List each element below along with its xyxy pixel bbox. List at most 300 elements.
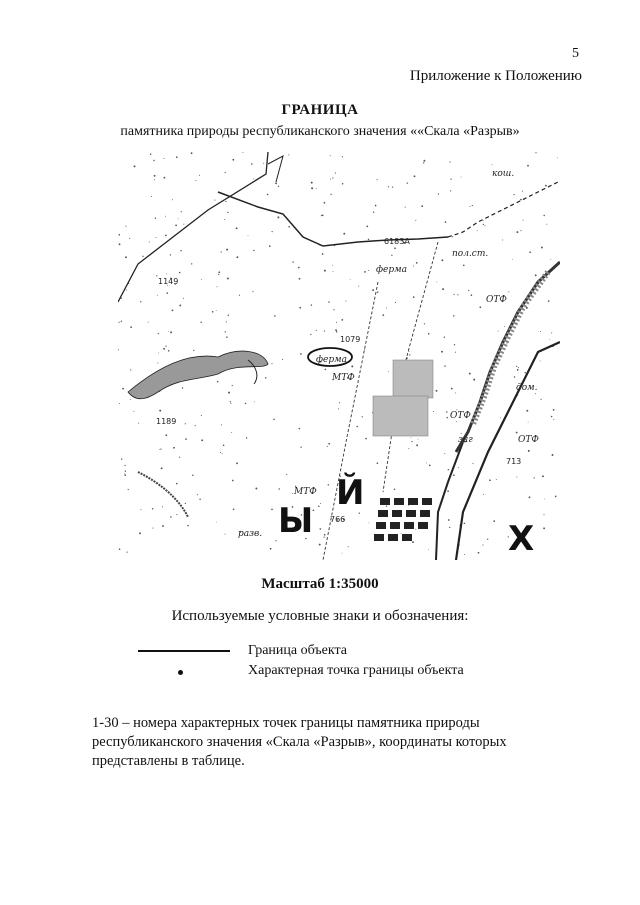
map-texture-dot [506, 343, 507, 344]
map-texture-dot [343, 233, 345, 235]
map-texture-dot [412, 541, 414, 543]
map-texture-dot [154, 179, 155, 180]
map-label: заг [458, 435, 473, 445]
map-texture-dot [551, 416, 553, 418]
map-texture-dot [548, 300, 550, 302]
map-texture-dot [124, 474, 126, 476]
map-texture-dot [453, 294, 454, 295]
map-texture-dot [448, 519, 450, 521]
map-texture-dot [332, 265, 333, 266]
map-texture-dot [185, 503, 186, 504]
map-road [448, 182, 558, 237]
map-texture-dot [183, 298, 184, 299]
map-label: 1079 [340, 335, 361, 344]
map-label: МТФ [294, 487, 317, 497]
map-texture-dot [534, 477, 535, 478]
map-texture-dot [417, 439, 418, 440]
map-texture-dot [528, 422, 529, 423]
map-texture-dot [452, 236, 453, 237]
map-texture-dot [299, 278, 301, 280]
footnote: 1-30 – номера характерных точек границы памятника природы республиканского значения «Скала «Разрыв», координаты которых представлены в таблице. [92, 715, 507, 769]
map-texture-dot [472, 205, 473, 206]
map-texture-dot [324, 202, 326, 204]
map-texture-dot [386, 506, 387, 507]
map-texture-dot [342, 553, 343, 554]
map-texture-dot [222, 453, 223, 454]
map-texture-dot [228, 314, 229, 315]
map-texture-dot [372, 289, 374, 291]
map-texture-dot [520, 230, 521, 231]
map-texture-dot [332, 177, 333, 178]
map-texture-dot [394, 247, 396, 249]
map-texture-dot [125, 226, 126, 227]
map-texture-dot [226, 321, 227, 322]
map-texture-dot [453, 315, 454, 316]
map-texture-dot [408, 448, 409, 449]
map-texture-dot [428, 333, 430, 335]
map-texture-dot [230, 401, 231, 402]
map-texture-dot [172, 310, 174, 312]
map-texture-dot [436, 281, 437, 282]
map-texture-dot [191, 263, 192, 264]
map-texture-dot [271, 363, 272, 364]
legend-point-label: Характерная точка границы объекта [248, 663, 464, 678]
map-texture-dot [429, 465, 431, 467]
map-texture-dot [551, 332, 552, 333]
map-texture-dot [386, 308, 387, 309]
map-texture-dot [225, 331, 226, 332]
map-label: ОТФ [518, 435, 539, 445]
map-texture-dot [322, 214, 324, 216]
map-texture-dot [175, 225, 177, 227]
map-texture-dot [394, 489, 396, 491]
legend-boundary-label: Граница объекта [248, 643, 347, 658]
map-texture-dot [182, 387, 183, 388]
map-texture-dot [410, 438, 411, 439]
map-texture-dot [122, 388, 124, 390]
map-texture-dot [516, 231, 518, 233]
map-texture-dot [201, 439, 203, 441]
map-texture-dot [342, 156, 343, 157]
map-texture-dot [138, 423, 139, 424]
map-texture-dot [225, 534, 226, 535]
map-texture-dot [161, 467, 163, 469]
map-texture-dot [183, 224, 184, 225]
map-texture-dot [232, 480, 234, 482]
map-texture-dot [446, 417, 447, 418]
map-texture-dot [342, 183, 344, 185]
map-texture-dot [221, 251, 222, 252]
map-texture-dot [239, 295, 240, 296]
map-texture-dot [368, 522, 369, 523]
map-texture-dot [500, 417, 501, 418]
map-texture-dot [151, 196, 152, 197]
map-texture-dot [273, 418, 275, 420]
map-texture-dot [195, 425, 196, 426]
map-texture-dot [444, 336, 445, 337]
map-texture-dot [324, 330, 325, 331]
legend-boundary-line [138, 650, 230, 652]
map-label: 713 [506, 457, 522, 466]
map-texture-dot [366, 226, 368, 228]
map-texture-dot [292, 493, 293, 494]
map-texture-dot [325, 369, 327, 371]
map-texture-dot [543, 514, 544, 515]
map-texture-dot [416, 444, 418, 446]
map-texture-dot [140, 509, 141, 510]
map-texture-dot [448, 469, 449, 470]
map-texture-dot [423, 162, 424, 163]
map-label: пол.ст. [452, 249, 489, 259]
map-texture-dot [121, 321, 122, 322]
map-label: кош. [492, 169, 515, 179]
map-texture-dot [158, 352, 159, 353]
map-texture-dot [549, 339, 550, 340]
map-texture-dot [170, 254, 171, 255]
map-texture-dot [322, 253, 324, 255]
map-texture-dot [119, 234, 121, 236]
map-texture-dot [195, 180, 196, 181]
map-texture-dot [468, 290, 469, 291]
map-texture-dot [424, 323, 425, 324]
map-texture-dot [121, 458, 122, 459]
map-texture-dot [278, 186, 279, 187]
map-texture-dot [368, 270, 369, 271]
map-texture-dot [216, 310, 217, 311]
map-label: МТФ [332, 373, 355, 383]
map-texture-dot [373, 212, 374, 213]
map-texture-dot [187, 525, 189, 527]
map-label: Й [336, 473, 365, 513]
map-texture-dot [502, 240, 503, 241]
map-texture-dot [413, 296, 415, 298]
map-texture-dot [149, 242, 150, 243]
map-texture-dot [221, 424, 222, 425]
map-texture-dot [543, 527, 545, 529]
map-label: ОТФ [486, 295, 507, 305]
map-texture-dot [179, 457, 180, 458]
map-texture-dot [269, 245, 271, 247]
map-texture-dot [446, 411, 447, 412]
map-texture-dot [411, 441, 412, 442]
map-texture-dot [324, 537, 325, 538]
map-texture-dot [516, 366, 517, 367]
map-texture-dot [438, 193, 439, 194]
map-river [473, 272, 548, 424]
map-texture-dot [218, 271, 220, 273]
map-texture-dot [165, 434, 167, 436]
map-texture-dot [170, 331, 172, 333]
map-texture-dot [391, 255, 392, 256]
map-texture-dot [129, 238, 130, 239]
map-texture-dot [529, 251, 531, 253]
map-river [456, 262, 560, 452]
map-texture-dot [545, 185, 547, 187]
map-texture-dot [127, 552, 128, 553]
map-texture-dot [392, 186, 393, 187]
map-texture-dot [193, 350, 194, 351]
map-texture-dot [327, 446, 328, 447]
map-texture-dot [319, 544, 321, 546]
map-texture-dot [330, 155, 331, 156]
map-texture-dot [224, 219, 225, 220]
map-texture-dot [512, 259, 513, 260]
map-texture-dot [409, 354, 410, 355]
map-texture-dot [311, 187, 313, 189]
map-texture-dot [413, 266, 414, 267]
map-texture-dot [557, 157, 558, 158]
map-label: Х [508, 519, 535, 559]
map-texture-dot [472, 463, 473, 464]
map-texture-dot [252, 291, 253, 292]
map-texture-dot [455, 352, 456, 353]
map-texture-dot [470, 206, 471, 207]
map-road [268, 156, 283, 182]
map-texture-dot [197, 494, 198, 495]
map-texture-dot [441, 351, 443, 353]
map-texture-dot [388, 371, 389, 372]
map-texture-dot [401, 533, 402, 534]
map-scale: Масштаб 1:35000 [261, 576, 379, 592]
map-texture-dot [236, 462, 238, 464]
map-texture-dot [464, 554, 465, 555]
document-title: ГРАНИЦА [281, 102, 359, 118]
map-texture-dot [471, 294, 473, 296]
map-texture-dot [153, 160, 154, 161]
map-texture-dot [176, 514, 177, 515]
map-texture-dot [139, 532, 141, 534]
map-texture-dot [130, 326, 132, 328]
map-texture-dot [274, 315, 276, 317]
map-texture-dot [328, 484, 329, 485]
map-texture-dot [328, 443, 330, 445]
map-label: Ы [278, 501, 314, 541]
map-texture-dot [540, 360, 541, 361]
map-texture-dot [299, 307, 301, 309]
map-texture-dot [520, 199, 522, 201]
map-texture-dot [555, 496, 557, 498]
map-texture-dot [415, 529, 416, 530]
map-texture-dot [485, 225, 486, 226]
map-texture-dot [350, 279, 351, 280]
map-texture-dot [168, 350, 170, 352]
map-texture-dot [320, 503, 321, 504]
map-texture-dot [433, 411, 434, 412]
map-texture-dot [230, 403, 231, 404]
map-texture-dot [541, 247, 543, 249]
map-texture-dot [125, 471, 126, 472]
map-texture-dot [414, 175, 416, 177]
map-texture-dot [248, 235, 249, 236]
map-texture-dot [477, 230, 478, 231]
map-texture-dot [358, 286, 359, 287]
map-texture-dot [336, 322, 337, 323]
map-texture-dot [275, 182, 277, 184]
map-texture-dot [227, 278, 229, 280]
map-texture-dot [279, 488, 280, 489]
map-texture-dot [176, 156, 178, 158]
map-texture-dot [217, 286, 218, 287]
map-texture-dot [162, 506, 163, 507]
map-label: 6183А [384, 237, 410, 246]
map-texture-dot [251, 163, 253, 165]
map-texture-dot [185, 438, 187, 440]
map-texture-dot [164, 177, 166, 179]
map-texture-dot [166, 292, 168, 294]
map-texture-dot [299, 428, 301, 430]
map-texture-dot [453, 474, 455, 476]
map-texture-dot [348, 546, 349, 547]
map-texture-dot [128, 489, 129, 490]
map-texture-dot [527, 165, 529, 167]
map-texture-dot [524, 372, 525, 373]
map-texture-dot [552, 454, 554, 456]
map-texture-dot [226, 249, 228, 251]
map-texture-dot [483, 494, 484, 495]
map-texture-dot [165, 216, 166, 217]
map-texture-dot [300, 447, 301, 448]
map-texture-dot [288, 154, 289, 155]
map-texture-dot [152, 508, 154, 510]
map-texture-dot [407, 182, 408, 183]
map-texture-dot [125, 256, 127, 258]
map-texture-dot [173, 447, 175, 449]
map-texture-dot [157, 362, 158, 363]
map-texture-dot [382, 314, 384, 316]
map-texture-dot [134, 165, 136, 167]
map-texture-dot [341, 319, 343, 321]
map-texture-dot [335, 329, 337, 331]
map-texture-dot [482, 545, 483, 546]
map-texture-dot [491, 164, 492, 165]
map-texture-dot [154, 175, 156, 177]
map-texture-dot [201, 279, 202, 280]
map-texture-dot [217, 381, 219, 383]
map-texture-dot [225, 172, 226, 173]
map-texture-dot [518, 367, 519, 368]
map-texture-dot [133, 411, 134, 412]
map-texture-dot [267, 194, 269, 196]
map-label: дом. [516, 383, 538, 393]
map-texture-dot [265, 377, 266, 378]
map-texture-dot [159, 449, 160, 450]
map-texture-dot [456, 421, 457, 422]
map-texture-dot [178, 218, 179, 219]
map-texture-dot [192, 474, 193, 475]
legend-point-dot [178, 670, 183, 675]
map-texture-dot [365, 438, 367, 440]
map-texture-dot [218, 274, 219, 275]
map-texture-dot [300, 353, 302, 355]
map-texture-dot [168, 331, 169, 332]
map-texture-dot [463, 265, 465, 267]
map-texture-dot [504, 326, 505, 327]
map-texture-dot [483, 220, 484, 221]
map-texture-dot [516, 432, 518, 434]
map-texture-dot [375, 205, 377, 207]
map-texture-dot [377, 462, 379, 464]
map-texture-dot [166, 273, 167, 274]
map-texture-dot [298, 267, 300, 269]
map-texture-dot [542, 475, 544, 477]
map-texture-dot [191, 152, 193, 154]
map-texture-dot [292, 261, 294, 263]
map-texture-dot [155, 237, 156, 238]
map-texture-dot [316, 330, 317, 331]
map-texture-dot [200, 321, 201, 322]
map-texture-dot [324, 270, 326, 272]
map-texture-dot [339, 402, 340, 403]
map-texture-dot [508, 291, 509, 292]
map-texture-dot [479, 306, 481, 308]
map-texture-dot [263, 163, 264, 164]
map-texture-dot [180, 250, 181, 251]
map-texture-dot [233, 508, 235, 510]
map-texture-dot [119, 322, 120, 323]
map-texture-dot [119, 548, 121, 550]
map-texture-dot [119, 243, 121, 245]
map-texture-dot [223, 445, 225, 447]
map-texture-dot [444, 365, 445, 366]
map-label: 1149 [158, 277, 179, 286]
map-texture-dot [449, 527, 450, 528]
map-texture-dot [336, 331, 337, 332]
map-texture-dot [277, 216, 279, 218]
map-texture-dot [444, 453, 445, 454]
map-label: 1189 [156, 417, 177, 426]
map-texture-dot [517, 369, 519, 371]
map-field [373, 396, 428, 436]
map-texture-dot [498, 331, 499, 332]
map-texture-dot [236, 256, 238, 258]
map-texture-dot [118, 349, 119, 350]
map-texture-dot [408, 351, 409, 352]
map-texture-dot [232, 159, 234, 161]
map-texture-dot [286, 474, 287, 475]
map-texture-dot [416, 262, 418, 264]
map-texture-dot [445, 221, 447, 223]
map-road [118, 152, 268, 302]
map-ridge [128, 351, 268, 399]
map-texture-dot [496, 479, 497, 480]
map-texture-dot [428, 549, 429, 550]
map-texture-dot [179, 304, 181, 306]
map-texture-dot [455, 392, 456, 393]
topographic-map [118, 152, 560, 560]
map-texture-dot [526, 410, 528, 412]
map-texture-dot [246, 437, 247, 438]
map-texture-dot [335, 173, 336, 174]
map-texture-dot [330, 194, 331, 195]
map-texture-dot [441, 259, 443, 261]
map-road [218, 192, 448, 246]
map-texture-dot [368, 239, 370, 241]
map-texture-dot [318, 505, 320, 507]
map-texture-dot [142, 256, 143, 257]
map-texture-dot [450, 190, 451, 191]
map-texture-dot [550, 259, 551, 260]
map-label: ферма [376, 265, 407, 275]
map-texture-dot [388, 186, 389, 187]
map-texture-dot [464, 523, 465, 524]
map-texture-dot [450, 178, 451, 179]
map-texture-dot [310, 334, 311, 335]
map-texture-dot [473, 379, 475, 381]
map-texture-dot [514, 376, 515, 377]
map-texture-dot [225, 201, 226, 202]
map-texture-dot [155, 218, 156, 219]
map-texture-dot [253, 178, 254, 179]
